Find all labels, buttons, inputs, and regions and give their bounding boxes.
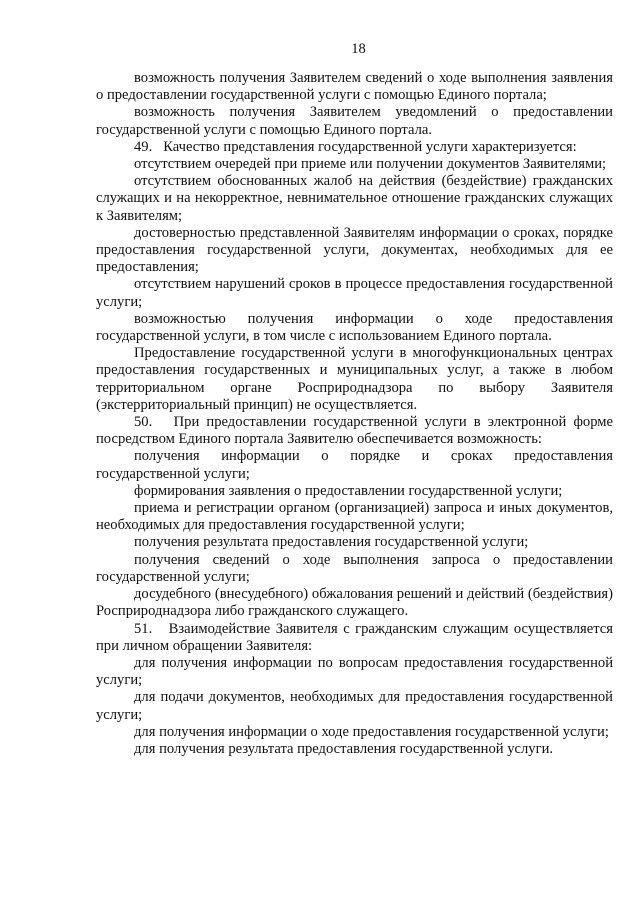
paragraph: досудебного (внесудебного) обжалования решений и действий (бездействия) Росприроднадзора либо гражданского служащего. bbox=[96, 586, 613, 620]
paragraph: отсутствием очередей при приеме или получении документов Заявителями; bbox=[134, 156, 607, 173]
clause-49: 49. Качество представления государственной услуги характеризуется: bbox=[134, 138, 577, 155]
paragraph: для получения информации по вопросам предоставления государственной услуги; bbox=[96, 654, 613, 689]
paragraph: возможность получения Заявителем уведомлений о предоставлении государственной услуги с помощью Единого портала. bbox=[96, 104, 613, 138]
clause-50: 50. При предоставлении государственной услуги в электронной форме посредством Единого портала Заявителю обеспечивается возможность: bbox=[96, 414, 613, 448]
paragraph: получения результата предоставления государственной услуги; bbox=[134, 534, 529, 551]
paragraph: формирования заявления о предоставлении государственной услуги; bbox=[134, 482, 563, 499]
paragraph: получения сведений о ходе выполнения запроса о предоставлении государственной услуги; bbox=[96, 551, 613, 585]
document-body bbox=[96, 70, 613, 758]
paragraph: для получения информации о ходе предоставления государственной услуги; bbox=[134, 723, 609, 740]
paragraph: достоверностью представленной Заявителям информации о сроках, порядке предоставления государственной услуги, документах, необходимых для ее предоставления; bbox=[96, 224, 613, 276]
clause-51: 51. Взаимодействие Заявителя с гражданским служащим осуществляется при личном обращении Заявителя: bbox=[96, 620, 613, 654]
paragraph: приема и регистрации органом (организацией) запроса и иных документов, необходимых для предоставления государственной услуги; bbox=[96, 500, 613, 534]
paragraph: для подачи документов, необходимых для предоставления государственной услуги; bbox=[96, 689, 613, 723]
paragraph: Предоставление государственной услуги в многофункциональных центрах предоставления государственных и муниципальных услуг, а также в любом территориальном органе Росприроднадзора по выбору Заявителя (экстерриториальный принцип) не осуществляется. bbox=[96, 345, 613, 413]
paragraph: отсутствием обоснованных жалоб на действия (бездействие) гражданских служащих и на некорректное, невнимательное отношение гражданских служащих к Заявителям; bbox=[96, 173, 613, 224]
page-number: 18 bbox=[351, 41, 366, 57]
paragraph: для получения результата предоставления государственной услуги. bbox=[134, 740, 554, 757]
paragraph: отсутствием нарушений сроков в процессе предоставления государственной услуги; bbox=[96, 276, 613, 310]
paragraph: возможность получения Заявителем сведений о ходе выполнения заявления о предоставлении государственной услуги с помощью Единого портала; bbox=[96, 70, 613, 104]
paragraph: получения информации о порядке и сроках предоставления государственной услуги; bbox=[96, 448, 613, 482]
paragraph: возможностью получения информации о ходе предоставления государственной услуги, в том числе с использованием Единого портала. bbox=[96, 310, 613, 345]
